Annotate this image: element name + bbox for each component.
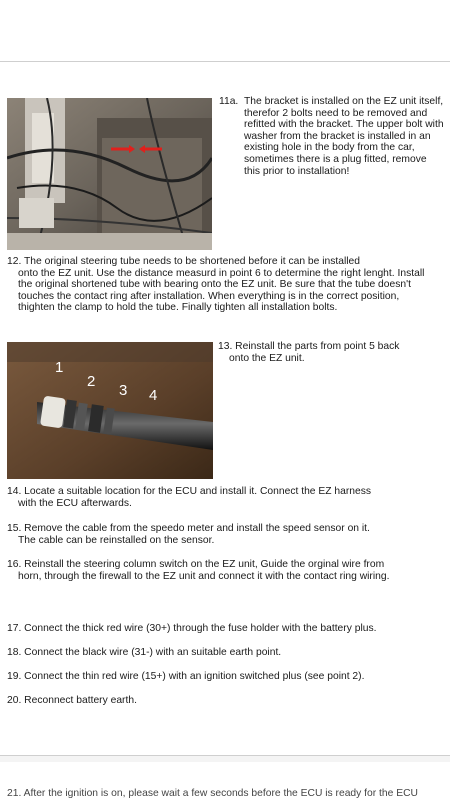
step-text: onto the EZ unit. [229, 352, 305, 364]
step-19 [7, 671, 439, 683]
page-edge-bottom [0, 755, 450, 756]
step-text: horn, through the firewall to the EZ unit and connect it with the contact ring wiring. [18, 570, 390, 582]
step-first-line: 14. Locate a suitable location for the ECU and install it. Connect the EZ harness [7, 486, 372, 497]
step-text: 18. Connect the black wire (31-) with an suitable earth point. [7, 647, 282, 658]
step-text: with the ECU afterwards. [18, 497, 132, 509]
part-label-4: 4 [149, 387, 158, 404]
step-number: 11a. [219, 96, 239, 107]
step-12 [7, 256, 437, 314]
step-18 [7, 647, 439, 659]
next-document-page [0, 762, 450, 800]
top-blank-area [0, 0, 450, 62]
part-label-3: 3 [119, 382, 128, 399]
step-first-line: 15. Remove the cable from the speedo meter and install the speed sensor on it. [7, 523, 370, 534]
step-text: The bracket is installed on the EZ unit itself, therefor 2 bolts need to be removed and refitted with the bracket. The upper bolt with washer from the bracket is installed in an existing hole in the body from the car, sometimes there is a plug fitted, remove this prior to installation! [244, 96, 444, 177]
step-21-cut-off: 21. After the ignition is on, please wait a few seconds before the ECU is ready for the ECU [7, 788, 418, 799]
step-text: 17. Connect the thick red wire (30+) through the fuse holder with the battery plus. [7, 623, 377, 634]
step-first-line: 16. Reinstall the steering column switch on the EZ unit, Guide the orginal wire from [7, 559, 385, 570]
bracket-photo [7, 98, 212, 250]
part-label-1: 1 [55, 359, 64, 376]
step-14 [7, 486, 439, 509]
step-text: 20. Reconnect battery earth. [7, 695, 137, 706]
step-13 [218, 341, 444, 364]
page-gap [0, 755, 450, 762]
steering-parts-photo [7, 342, 213, 479]
step-first-line: 12. The original steering tube needs to be shortened before it can be installed [7, 256, 361, 267]
document-page [0, 62, 450, 755]
step-16 [7, 559, 439, 582]
step-11a [219, 96, 445, 177]
step-20 [7, 695, 439, 707]
step-text: onto the EZ unit. Use the distance measurd in point 6 to determine the right lenght. Install the original shortened tube with bearing onto the EZ unit. Be sure that the tube doesn't touches the contact ring after installation. When everything is in the correct position, thighten the clamp to hold the tube. Finally tighten all installation bolts. [18, 267, 425, 314]
step-15 [7, 523, 439, 546]
part-label-2: 2 [87, 373, 96, 390]
step-text: The cable can be reinstalled on the sensor. [18, 534, 215, 546]
step-17 [7, 623, 439, 635]
step-first-line: 13. Reinstall the parts from point 5 back [218, 341, 400, 352]
step-text: 19. Connect the thin red wire (15+) with an ignition switched plus (see point 2). [7, 671, 365, 682]
